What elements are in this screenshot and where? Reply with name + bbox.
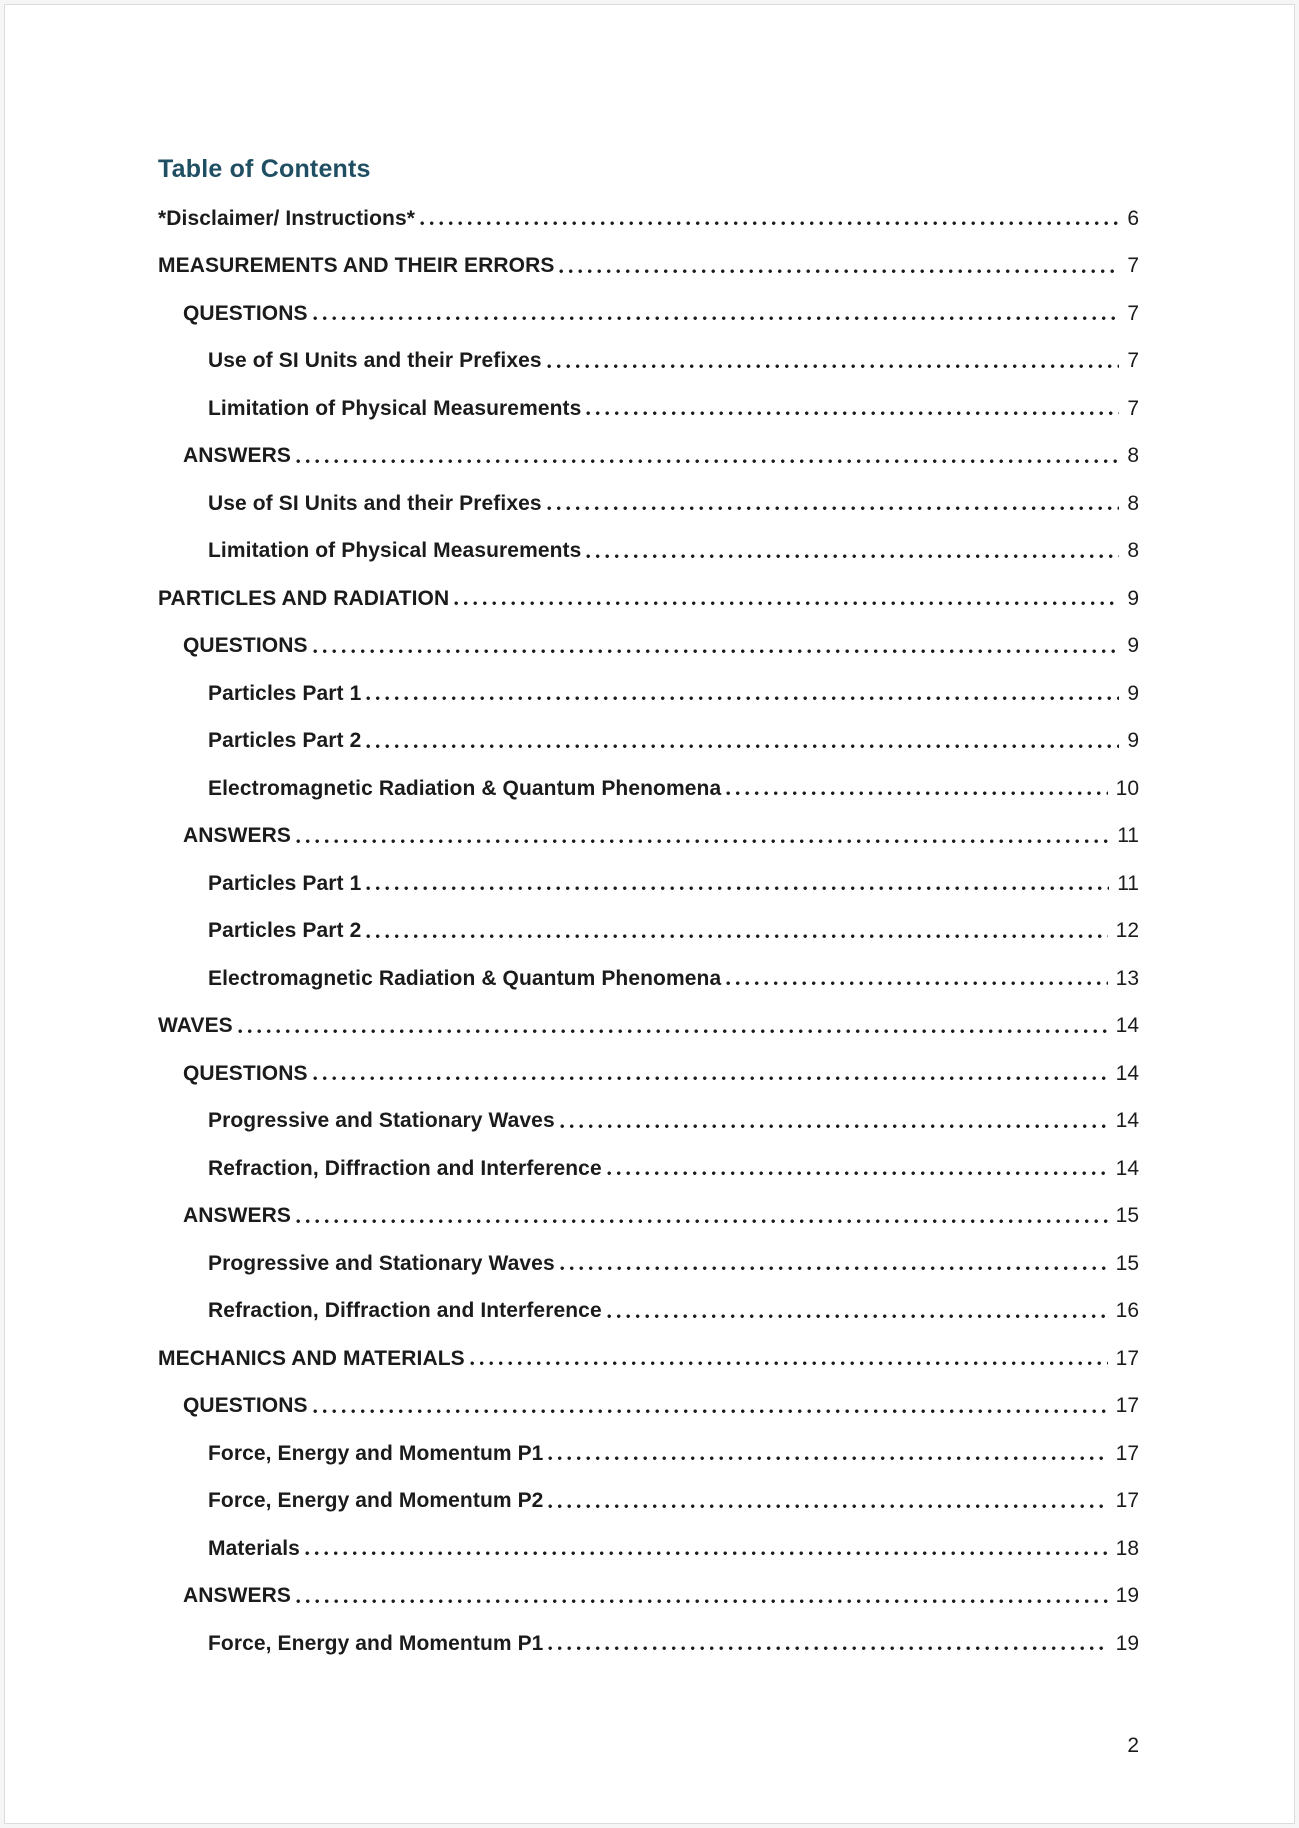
toc-entry-label: ANSWERS bbox=[183, 824, 292, 848]
footer-page-number: 2 bbox=[1127, 1734, 1139, 1757]
toc-entry[interactable] bbox=[158, 290, 1139, 338]
toc-entry[interactable] bbox=[158, 338, 1139, 386]
toc-entry-label: QUESTIONS bbox=[183, 634, 308, 658]
toc-entry[interactable] bbox=[158, 1525, 1139, 1573]
toc-dotted-leader bbox=[559, 269, 1119, 274]
toc-entry[interactable] bbox=[158, 1240, 1139, 1288]
toc-dotted-leader bbox=[238, 1029, 1108, 1034]
toc-entry-label: PARTICLES AND RADIATION bbox=[158, 586, 450, 610]
toc-entry[interactable] bbox=[158, 528, 1139, 576]
toc-dotted-leader bbox=[454, 601, 1119, 606]
toc-dotted-leader bbox=[726, 791, 1107, 796]
toc-entry-page-number: 9 bbox=[1127, 634, 1139, 658]
toc-entry-label: MEASUREMENTS AND THEIR ERRORS bbox=[158, 254, 555, 278]
toc-entry-label: *Disclaimer/ Instructions* bbox=[158, 206, 416, 230]
toc-entry-label: Electromagnetic Radiation & Quantum Phenomena bbox=[208, 966, 722, 990]
toc-dotted-leader bbox=[366, 886, 1109, 891]
toc-entry[interactable] bbox=[158, 1098, 1139, 1146]
document-page bbox=[4, 4, 1295, 1824]
toc-entry[interactable] bbox=[158, 385, 1139, 433]
toc-entry[interactable] bbox=[158, 1050, 1139, 1098]
toc-entry[interactable] bbox=[158, 1288, 1139, 1336]
toc-entry[interactable] bbox=[158, 1430, 1139, 1478]
toc-entry-label: Use of SI Units and their Prefixes bbox=[208, 491, 542, 515]
toc-dotted-leader bbox=[296, 1219, 1108, 1224]
toc-entry[interactable] bbox=[158, 1573, 1139, 1621]
toc-entry-label: Force, Energy and Momentum P1 bbox=[208, 1631, 544, 1655]
toc-entry[interactable] bbox=[158, 480, 1139, 528]
toc-entry-page-number: 9 bbox=[1127, 681, 1139, 705]
toc-entry[interactable] bbox=[158, 1620, 1139, 1668]
toc-entry-label: WAVES bbox=[158, 1014, 233, 1038]
toc-entry-label: Force, Energy and Momentum P1 bbox=[208, 1441, 544, 1465]
toc-entry-page-number: 7 bbox=[1127, 396, 1139, 420]
toc-entry-page-number: 14 bbox=[1115, 1109, 1139, 1133]
toc-entry-page-number: 14 bbox=[1115, 1014, 1139, 1038]
toc-entry-page-number: 17 bbox=[1115, 1346, 1139, 1370]
toc-entry[interactable] bbox=[158, 1003, 1139, 1051]
toc-entry-page-number: 14 bbox=[1115, 1061, 1139, 1085]
toc-entry-page-number: 9 bbox=[1127, 729, 1139, 753]
toc-entry-label: Force, Energy and Momentum P2 bbox=[208, 1489, 544, 1513]
toc-dotted-leader bbox=[313, 649, 1120, 654]
toc-dotted-leader bbox=[470, 1361, 1108, 1366]
toc-entry[interactable] bbox=[158, 1335, 1139, 1383]
toc-entry-page-number: 19 bbox=[1115, 1584, 1139, 1608]
toc-entry-label: Materials bbox=[208, 1536, 300, 1560]
toc-list bbox=[158, 195, 1139, 1668]
toc-entry-page-number: 17 bbox=[1115, 1489, 1139, 1513]
toc-entry-page-number: 13 bbox=[1115, 966, 1139, 990]
toc-entry-label: QUESTIONS bbox=[183, 1061, 308, 1085]
toc-dotted-leader bbox=[547, 364, 1120, 369]
toc-entry[interactable] bbox=[158, 765, 1139, 813]
toc-entry-label: Progressive and Stationary Waves bbox=[208, 1109, 555, 1133]
toc-entry[interactable] bbox=[158, 670, 1139, 718]
toc-dotted-leader bbox=[313, 1409, 1108, 1414]
toc-entry[interactable] bbox=[158, 1383, 1139, 1431]
toc-dotted-leader bbox=[726, 981, 1107, 986]
toc-entry-label: ANSWERS bbox=[183, 1204, 292, 1228]
toc-entry-page-number: 10 bbox=[1115, 776, 1139, 800]
toc-entry-page-number: 11 bbox=[1117, 871, 1139, 895]
toc-entry-page-number: 6 bbox=[1127, 206, 1139, 230]
toc-entry-label: Limitation of Physical Measurements bbox=[208, 539, 582, 563]
toc-entry-page-number: 16 bbox=[1115, 1299, 1139, 1323]
toc-dotted-leader bbox=[420, 221, 1119, 226]
toc-dotted-leader bbox=[313, 1076, 1108, 1081]
toc-dotted-leader bbox=[586, 411, 1119, 416]
table-of-contents-heading: Table of Contents bbox=[158, 155, 371, 183]
toc-entry[interactable] bbox=[158, 575, 1139, 623]
toc-entry-page-number: 8 bbox=[1127, 539, 1139, 563]
toc-entry-page-number: 9 bbox=[1127, 586, 1139, 610]
toc-entry[interactable] bbox=[158, 195, 1139, 243]
toc-entry-label: Progressive and Stationary Waves bbox=[208, 1251, 555, 1275]
toc-dotted-leader bbox=[296, 1599, 1108, 1604]
toc-dotted-leader bbox=[547, 506, 1120, 511]
toc-entry[interactable] bbox=[158, 243, 1139, 291]
toc-dotted-leader bbox=[296, 839, 1109, 844]
toc-entry-label: Limitation of Physical Measurements bbox=[208, 396, 582, 420]
toc-entry-label: Electromagnetic Radiation & Quantum Phenomena bbox=[208, 776, 722, 800]
toc-entry-page-number: 19 bbox=[1115, 1631, 1139, 1655]
toc-entry-label: MECHANICS AND MATERIALS bbox=[158, 1346, 465, 1370]
toc-dotted-leader bbox=[548, 1504, 1107, 1509]
toc-entry-page-number: 7 bbox=[1127, 301, 1139, 325]
toc-entry-page-number: 8 bbox=[1127, 491, 1139, 515]
toc-entry-label: Particles Part 1 bbox=[208, 871, 362, 895]
toc-entry-label: Refraction, Diffraction and Interference bbox=[208, 1299, 602, 1323]
toc-dotted-leader bbox=[548, 1646, 1107, 1651]
toc-entry[interactable] bbox=[158, 813, 1139, 861]
toc-dotted-leader bbox=[305, 1551, 1108, 1556]
toc-dotted-leader bbox=[366, 934, 1107, 939]
toc-entry-label: ANSWERS bbox=[183, 444, 292, 468]
toc-entry[interactable] bbox=[158, 1193, 1139, 1241]
toc-entry-label: Particles Part 2 bbox=[208, 919, 362, 943]
toc-entry[interactable] bbox=[158, 860, 1139, 908]
toc-entry-label: Particles Part 1 bbox=[208, 681, 362, 705]
toc-entry[interactable] bbox=[158, 1478, 1139, 1526]
toc-entry-page-number: 15 bbox=[1115, 1204, 1139, 1228]
toc-entry-label: Particles Part 2 bbox=[208, 729, 362, 753]
toc-dotted-leader bbox=[366, 696, 1119, 701]
toc-entry-page-number: 17 bbox=[1115, 1394, 1139, 1418]
toc-entry-page-number: 8 bbox=[1127, 444, 1139, 468]
toc-entry-page-number: 17 bbox=[1115, 1441, 1139, 1465]
toc-dotted-leader bbox=[366, 744, 1119, 749]
toc-dotted-leader bbox=[560, 1266, 1108, 1271]
toc-entry-page-number: 18 bbox=[1115, 1536, 1139, 1560]
toc-dotted-leader bbox=[586, 554, 1119, 559]
toc-dotted-leader bbox=[313, 316, 1120, 321]
toc-dotted-leader bbox=[560, 1124, 1108, 1129]
toc-entry-label: Refraction, Diffraction and Interference bbox=[208, 1156, 602, 1180]
toc-entry-page-number: 7 bbox=[1127, 349, 1139, 373]
toc-dotted-leader bbox=[607, 1171, 1108, 1176]
toc-entry-page-number: 7 bbox=[1127, 254, 1139, 278]
toc-dotted-leader bbox=[548, 1456, 1107, 1461]
toc-dotted-leader bbox=[296, 459, 1119, 464]
toc-entry-page-number: 12 bbox=[1115, 919, 1139, 943]
toc-entry-page-number: 14 bbox=[1115, 1156, 1139, 1180]
toc-entry-page-number: 11 bbox=[1117, 824, 1139, 848]
toc-entry[interactable] bbox=[158, 955, 1139, 1003]
toc-dotted-leader bbox=[607, 1314, 1108, 1319]
toc-entry-page-number: 15 bbox=[1115, 1251, 1139, 1275]
toc-entry[interactable] bbox=[158, 433, 1139, 481]
toc-entry[interactable] bbox=[158, 718, 1139, 766]
toc-entry-label: Use of SI Units and their Prefixes bbox=[208, 349, 542, 373]
toc-entry[interactable] bbox=[158, 623, 1139, 671]
toc-entry[interactable] bbox=[158, 1145, 1139, 1193]
toc-entry-label: QUESTIONS bbox=[183, 301, 308, 325]
toc-entry-label: QUESTIONS bbox=[183, 1394, 308, 1418]
toc-entry[interactable] bbox=[158, 908, 1139, 956]
toc-entry-label: ANSWERS bbox=[183, 1584, 292, 1608]
